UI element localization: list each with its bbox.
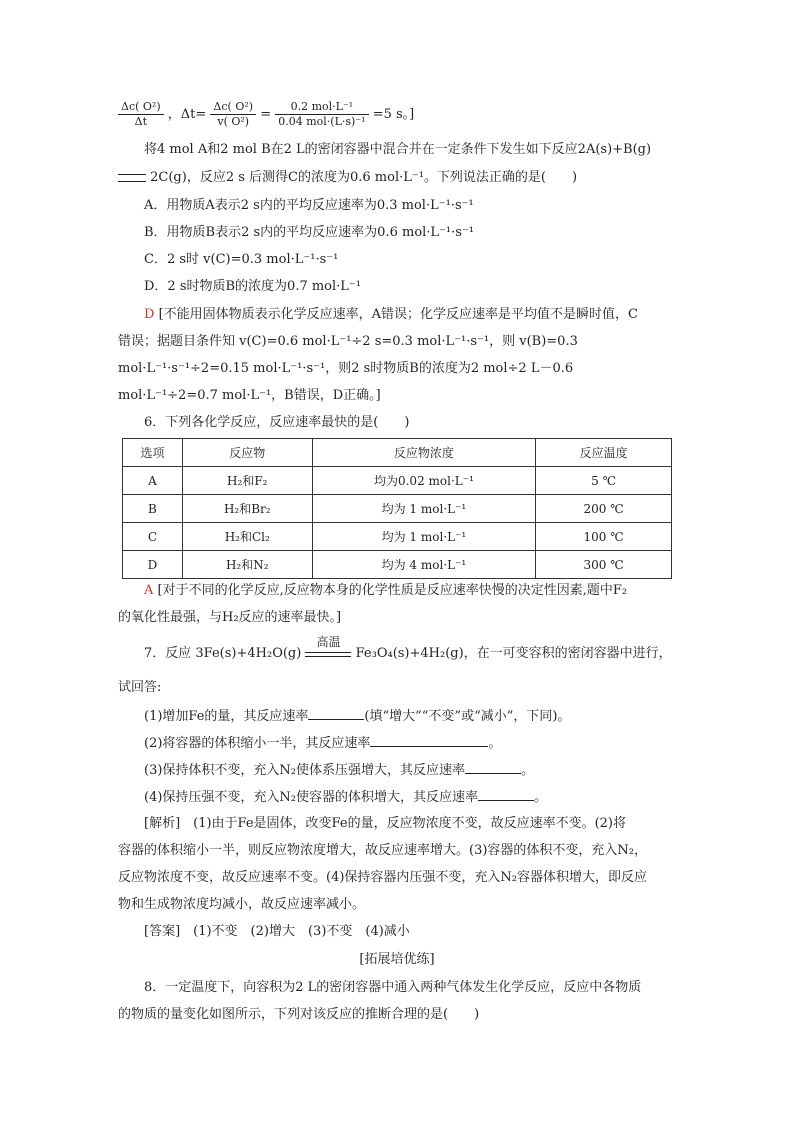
- q7-analysis-line1: [解析] (1)由于Fe是固体，改变Fe的量，反应物浓度不变，故反应速率不变。(2)将: [144, 816, 626, 831]
- q7-sub3-text: (3)保持体积不变，充入N₂使体系压强增大，其反应速率: [144, 763, 466, 778]
- period: 。: [521, 763, 535, 778]
- table-cell: 100 ℃: [536, 523, 672, 551]
- table-cell: 均为 1 mol·L⁻¹: [312, 495, 536, 523]
- answer-blank: [478, 787, 534, 801]
- q5-explanation-line2: 错误；据题目条件知 v(C)=0.6 mol·L⁻¹÷2 s=0.3 mol·L⁻¹·s⁻¹，则 v(B)=0.3: [118, 334, 578, 349]
- fraction-denominator: v( O²): [217, 115, 250, 128]
- equals-bar-top: [305, 652, 351, 653]
- reaction-condition-arrow: [305, 634, 351, 661]
- table-cell: H₂和N₂: [182, 551, 312, 579]
- q7-sub1-text: (1)增加Fe的量，其反应速率: [144, 709, 309, 724]
- q6-answer-letter: A: [144, 583, 154, 598]
- q7-sub2: [144, 733, 501, 753]
- table-cell: B: [123, 495, 183, 523]
- fraction-denominator: 0.04 mol·(L·s)⁻¹: [278, 115, 366, 128]
- q7-analysis-line3: 反应物浓度不变，故反应速率不变。(4)保持容器内压强不变，充入N₂容器体积增大，即反应: [118, 870, 648, 885]
- formula-equals: =: [260, 107, 272, 122]
- table-cell: H₂和Br₂: [182, 495, 312, 523]
- table-header-row: [123, 439, 672, 467]
- table-header-cell: 选项: [123, 439, 183, 467]
- q8-stem-line1: 8．一定温度下，向容积为2 L的密闭容器中通入两种气体发生化学反应，反应中各物质: [144, 980, 642, 995]
- q7-answer: [答案] (1)不变 (2)增大 (3)不变 (4)减小: [144, 924, 410, 939]
- q6-explanation-line1: [144, 582, 627, 600]
- answer-blank: [465, 760, 521, 774]
- table-row: [123, 495, 672, 523]
- q7-sub4: [144, 787, 547, 807]
- q7-stem-line2: 试回答:: [118, 680, 162, 695]
- q7-sub1: [144, 706, 570, 726]
- q5-option-a: A．用物质A表示2 s内的平均反应速率为0.3 mol·L⁻¹·s⁻¹: [144, 198, 474, 213]
- formula-result: =5 s。]: [372, 107, 415, 122]
- answer-blank: [370, 733, 488, 747]
- q5-stem-text: 2C(g)，反应2 s 后测得C的浓度为0.6 mol·L⁻¹。下列说法正确的是( ): [150, 170, 578, 185]
- fraction-values: [275, 100, 368, 129]
- q6-explanation-text: [对于不同的化学反应,反应物本身的化学性质是反应速率快慢的决定性因素,题中F₂: [157, 583, 628, 598]
- fraction-numerator: Δc( O²): [118, 100, 164, 115]
- answer-blank: [308, 706, 364, 720]
- q7-stem-left: 7．反应 3Fe(s)+4H₂O(g): [144, 646, 302, 661]
- table-cell: 均为 4 mol·L⁻¹: [312, 551, 536, 579]
- table-row: [123, 551, 672, 579]
- table-cell: 5 ℃: [536, 467, 672, 495]
- q5-option-c: C．2 s时 v(C)=0.3 mol·L⁻¹·s⁻¹: [144, 252, 339, 267]
- q7-sub1-hint: (填“增大”“不变”或“减小”，下同)。: [364, 709, 571, 724]
- table-row: [123, 467, 672, 495]
- table-cell: 均为 1 mol·L⁻¹: [312, 523, 536, 551]
- equilibrium-sign: [118, 174, 146, 182]
- q7-analysis-line2: 容器的体积缩小一半，则反应物浓度增大，故反应速率增大。(3)容器的体积不变，充入N₂，: [118, 843, 648, 858]
- table-cell: H₂和Cl₂: [182, 523, 312, 551]
- table-cell: A: [123, 467, 183, 495]
- q5-answer-letter: D: [144, 307, 155, 322]
- q5-option-b: B．用物质B表示2 s内的平均反应速率为0.6 mol·L⁻¹·s⁻¹: [144, 225, 475, 240]
- q5-explanation-line1: [144, 306, 638, 324]
- q7-stem-line1: [144, 634, 672, 663]
- table-cell: C: [123, 523, 183, 551]
- q7-stem-right: Fe₃O₄(s)+4H₂(g)，在一可变容积的密闭容器中进行，: [355, 646, 672, 661]
- fraction-rate-def: [118, 100, 164, 129]
- period: 。: [488, 736, 502, 751]
- reaction-rate-table: [122, 438, 672, 579]
- q7-sub4-text: (4)保持压强不变，充入N₂使容器的体积增大，其反应速率: [144, 790, 479, 805]
- q7-sub3: [144, 760, 534, 780]
- fraction-numerator: 0.2 mol·L⁻¹: [275, 100, 368, 115]
- top-formula: [118, 96, 414, 134]
- fraction-denominator: Δt: [134, 115, 147, 128]
- table-header-cell: 反应物: [182, 439, 312, 467]
- q5-stem-line1: 将4 mol A和2 mol B在2 L的密闭容器中混合并在一定条件下发生如下反应2A(s)+B(g): [144, 142, 652, 157]
- table-row: [123, 523, 672, 551]
- formula-text: ，Δt=: [167, 107, 207, 122]
- fraction-time: [210, 100, 256, 129]
- section-title: [拓展培优练]: [359, 952, 435, 967]
- period: 。: [534, 790, 548, 805]
- q8-stem-line2: 的物质的量变化如图所示，下列对该反应的推断合理的是( ): [118, 1007, 480, 1022]
- equals-bar-bottom: [305, 656, 351, 657]
- q5-explanation-text: [不能用固体物质表示化学反应速率，A错误；化学反应速率是平均值不是瞬时值，C: [158, 307, 638, 322]
- table-cell: 均为0.02 mol·L⁻¹: [312, 467, 536, 495]
- q5-stem-line2: [118, 169, 577, 187]
- condition-label: 高温: [316, 634, 341, 649]
- q6-stem: 6．下列各化学反应，反应速率最快的是( ): [144, 415, 410, 430]
- q5-explanation-line3: mol·L⁻¹·s⁻¹÷2=0.15 mol·L⁻¹·s⁻¹，则2 s时物质B的浓度为2 mol÷2 L－0.6: [118, 361, 574, 376]
- table-cell: 300 ℃: [536, 551, 672, 579]
- q7-sub2-text: (2)将容器的体积缩小一半，其反应速率: [144, 736, 371, 751]
- fraction-numerator: Δc( O²): [210, 100, 256, 115]
- q7-analysis-line4: 物和生成物浓度均减小，故反应速率减小。: [118, 897, 366, 912]
- q5-explanation-line4: mol·L⁻¹÷2=0.7 mol·L⁻¹，B错误，D正确。]: [118, 388, 381, 403]
- table-header-cell: 反应物浓度: [312, 439, 536, 467]
- q6-explanation-line2: 的氧化性最强，与H₂反应的速率最快。]: [118, 610, 342, 625]
- table-cell: 200 ℃: [536, 495, 672, 523]
- table-cell: D: [123, 551, 183, 579]
- table-cell: H₂和F₂: [182, 467, 312, 495]
- q5-option-d: D．2 s时物质B的浓度为0.7 mol·L⁻¹: [144, 279, 362, 294]
- table-header-cell: 反应温度: [536, 439, 672, 467]
